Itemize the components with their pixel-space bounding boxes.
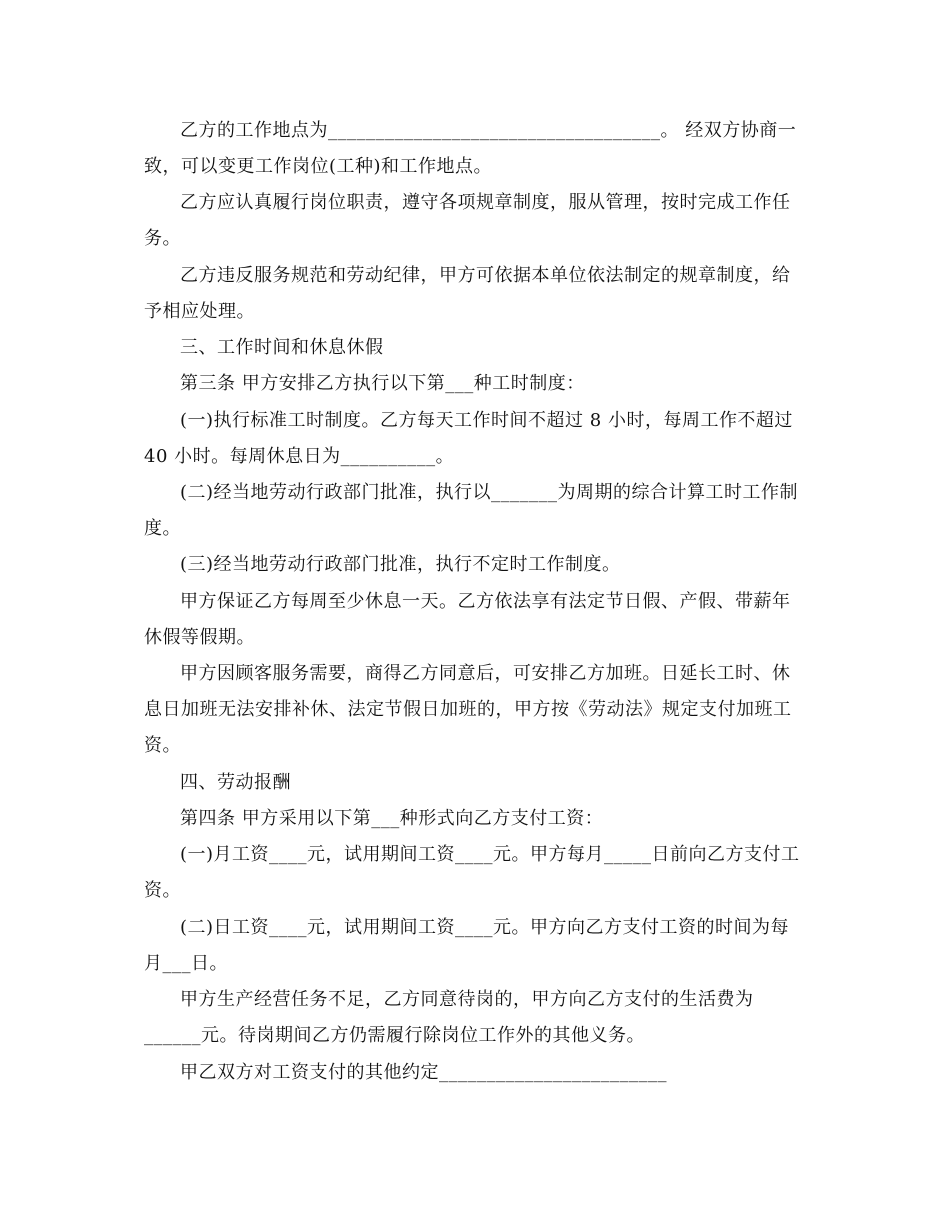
text-line-10: 40 小时。每周休息日为__________。 — [144, 446, 455, 467]
clause-3-heading: 第三条 甲方安排乙方执行以下第___种工时制度： — [180, 373, 585, 394]
clause-4-heading: 第四条 甲方采用以下第___种形式向乙方支付工资： — [180, 808, 604, 829]
text-line-6: 予相应处理。 — [144, 301, 255, 322]
text-line-5: 乙方违反服务规范和劳动纪律，甲方可依据本单位依法制定的规章制度，给 — [180, 265, 791, 286]
text-line-13: (三)经当地劳动行政部门批准，执行不定时工作制度。 — [180, 554, 621, 575]
text-line-1: 乙方的工作地点为___________________________________。 经双方协商一 — [180, 120, 797, 141]
text-line-22: 资。 — [144, 880, 181, 901]
text-line-18: 资。 — [144, 735, 181, 756]
text-line-25: 甲方生产经营任务不足，乙方同意待岗的，甲方向乙方支付的生活费为 — [180, 989, 754, 1010]
text-line-11: (二)经当地劳动行政部门批准，执行以_______为周期的综合计算工时工作制 — [180, 482, 799, 503]
text-line-12: 度。 — [144, 518, 181, 539]
text-line-24: 月___日。 — [144, 953, 228, 974]
text-line-26: ______元。待岗期间乙方仍需履行除岗位工作外的其他义务。 — [144, 1025, 645, 1046]
section-heading-work-time: 三、工作时间和休息休假 — [180, 337, 384, 358]
text-line-16: 甲方因顾客服务需要，商得乙方同意后，可安排乙方加班。日延长工时、休 — [180, 663, 791, 684]
text-line-14: 甲方保证乙方每周至少休息一天。乙方依法享有法定节日假、产假、带薪年 — [180, 591, 791, 612]
text-line-17: 息日加班无法安排补休、法定节假日加班的，甲方按《劳动法》规定支付加班工 — [144, 699, 792, 720]
section-heading-remuneration: 四、劳动报酬 — [180, 772, 291, 793]
text-line-27: 甲乙双方对工资支付的其他约定________________________ — [180, 1062, 667, 1083]
text-line-23: (二)日工资____元，试用期间工资____元。甲方向乙方支付工资的时间为每 — [180, 917, 790, 938]
text-line-2: 致，可以变更工作岗位(工种)和工作地点。 — [144, 156, 493, 177]
text-line-21: (一)月工资____元，试用期间工资____元。甲方每月_____日前向乙方支付工 — [180, 844, 800, 865]
text-line-15: 休假等假期。 — [144, 627, 255, 648]
text-line-9: (一)执行标准工时制度。乙方每天工作时间不超过 8 小时，每周工作不超过 — [180, 410, 793, 431]
text-line-4: 务。 — [144, 228, 181, 249]
text-line-3: 乙方应认真履行岗位职责，遵守各项规章制度，服从管理，按时完成工作任 — [180, 192, 791, 213]
